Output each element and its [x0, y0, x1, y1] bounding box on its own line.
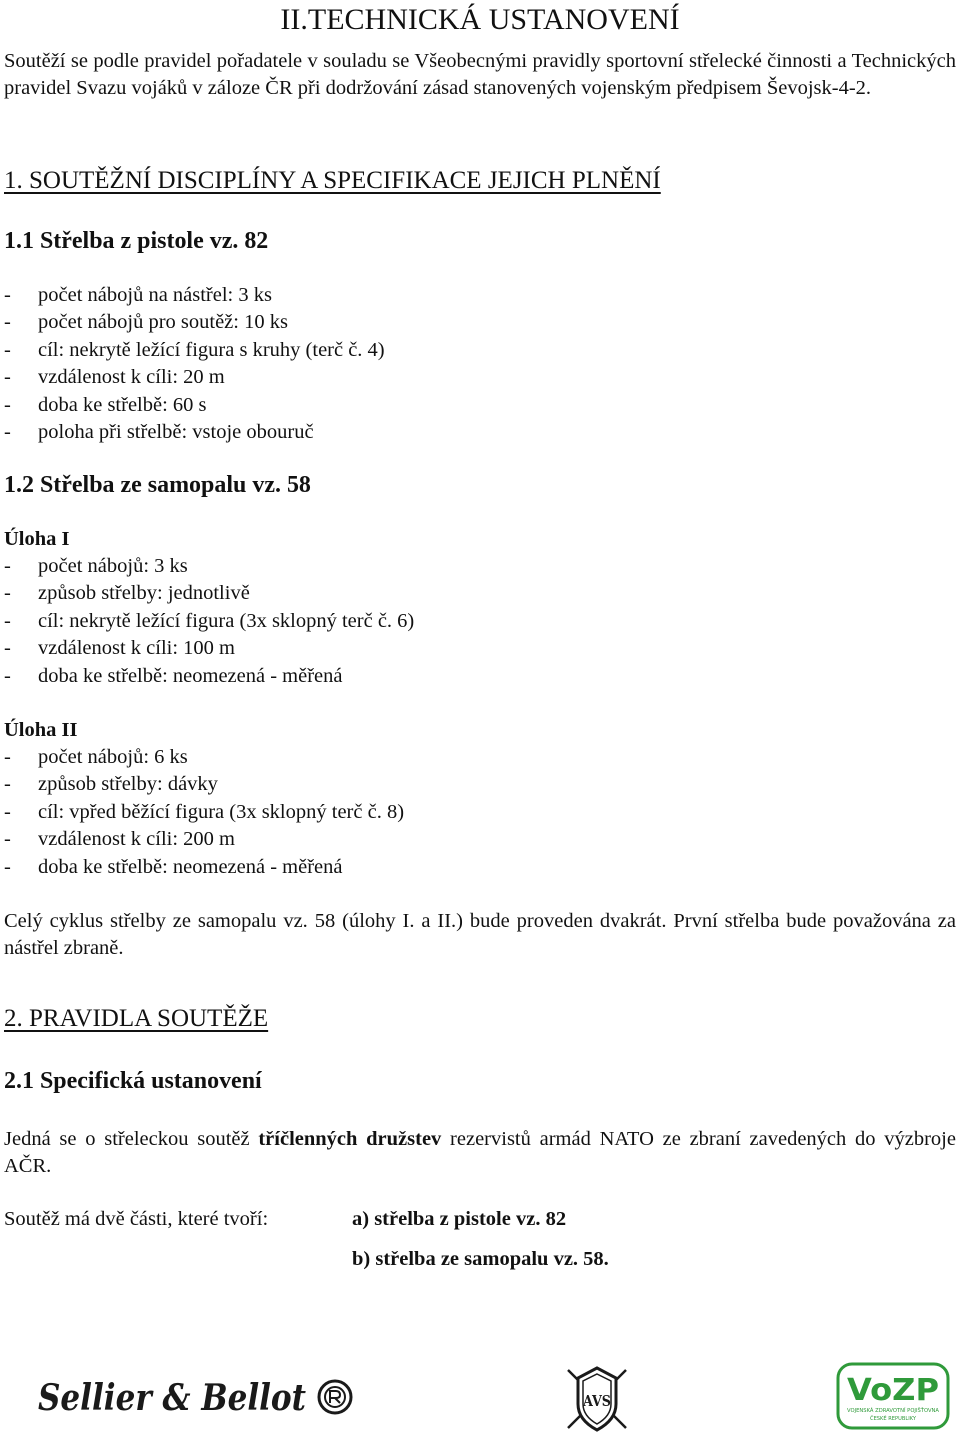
section-1-2-heading: 1.2 Střelba ze samopalu vz. 58 [4, 472, 311, 498]
registered-mark-icon [319, 1381, 351, 1413]
svg-text:Sellier & Bellot: Sellier & Bellot [38, 1377, 307, 1419]
section-2-1-heading: 2.1 Specifická ustanovení [4, 1068, 262, 1094]
main-title: II.TECHNICKÁ USTANOVENÍ [280, 3, 680, 36]
list-item: - poloha při střelbě: vstoje obouruč [4, 421, 314, 444]
team-paragraph: Jedná se o střeleckou soutěž tříčlenných družstev rezervistů armád NATO ze zbraní zavedených do výzbroje AČR. [4, 1128, 956, 1178]
sponsor-logos [0, 1360, 960, 1434]
competition-parts [4, 1206, 956, 1276]
avs-emblem-logo [560, 1364, 634, 1434]
sellier-bellot-logo [38, 1374, 354, 1420]
list-item: - vzdálenost k cíli: 100 m [4, 637, 235, 660]
section-1-heading: 1. SOUTĚŽNÍ DISCIPLÍNY A SPECIFIKACE JEJICH PLNĚNÍ [4, 167, 661, 194]
task-1-list [4, 553, 956, 690]
list-item: - počet nábojů na nástřel: 3 ks [4, 284, 272, 306]
part-b: b) střelba ze samopalu vz. 58. [352, 1248, 609, 1270]
pistol-spec-list [4, 282, 956, 446]
list-item: - doba ke střelbě: neomezená - měřená [4, 855, 343, 878]
intro-paragraph: Soutěží se podle pravidel pořadatele v souladu se Všeobecnými pravidly sportovní střelecké činnosti a Technických pravidel Svazu vojáků v záloze ČR při dodržování zásad stanovených vojenským předpisem Ševojsk-4-2. [4, 50, 956, 100]
list-item: - cíl: vpřed běžící figura (3x sklopný terč č. 8) [4, 800, 405, 823]
list-item: - způsob střelby: dávky [4, 773, 218, 796]
list-item: - doba ke střelbě: 60 s [4, 393, 207, 416]
task-2-heading: Úloha II [4, 719, 78, 741]
list-item: - doba ke střelbě: neomezená - měřená [4, 664, 343, 687]
svg-text:ČESKÉ REPUBLIKY: ČESKÉ REPUBLIKY [870, 1416, 920, 1422]
list-item: - vzdálenost k cíli: 200 m [4, 828, 235, 851]
list-item: - vzdálenost k cíli: 20 m [4, 366, 225, 389]
parts-label: Soutěž má dvě části, které tvoří: [4, 1208, 269, 1230]
vozp-logo [836, 1362, 950, 1430]
section-2-heading: 2. PRAVIDLA SOUTĚŽE [4, 1005, 269, 1032]
list-item: - počet nábojů: 6 ks [4, 746, 188, 768]
task-2-list [4, 744, 956, 881]
svg-text:AVS: AVS [582, 1392, 611, 1410]
list-item: - způsob střelby: jednotlivě [4, 582, 250, 605]
section-1-1-heading: 1.1 Střelba z pistole vz. 82 [4, 228, 269, 254]
svg-text:VoZP: VoZP [847, 1373, 939, 1408]
svg-text:VOJENSKÁ ZDRAVOTNÍ POJIŠŤOVNA: VOJENSKÁ ZDRAVOTNÍ POJIŠŤOVNA [847, 1408, 945, 1414]
list-item: - cíl: nekrytě ležící figura s kruhy (terč č. 4) [4, 338, 385, 361]
list-item: - cíl: nekrytě ležící figura (3x sklopný terč č. 6) [4, 609, 415, 632]
task-1-heading: Úloha I [4, 528, 70, 550]
list-item: - počet nábojů: 3 ks [4, 555, 188, 577]
rifle-note-paragraph: Celý cyklus střelby ze samopalu vz. 58 (úlohy I. a II.) bude proveden dvakrát. První střelba bude považována za nástřel zbraně. [4, 910, 956, 960]
list-item: - počet nábojů pro soutěž: 10 ks [4, 311, 288, 334]
team-emphasis: tříčlenných družstev [258, 1128, 442, 1150]
part-a: a) střelba z pistole vz. 82 [352, 1208, 567, 1230]
